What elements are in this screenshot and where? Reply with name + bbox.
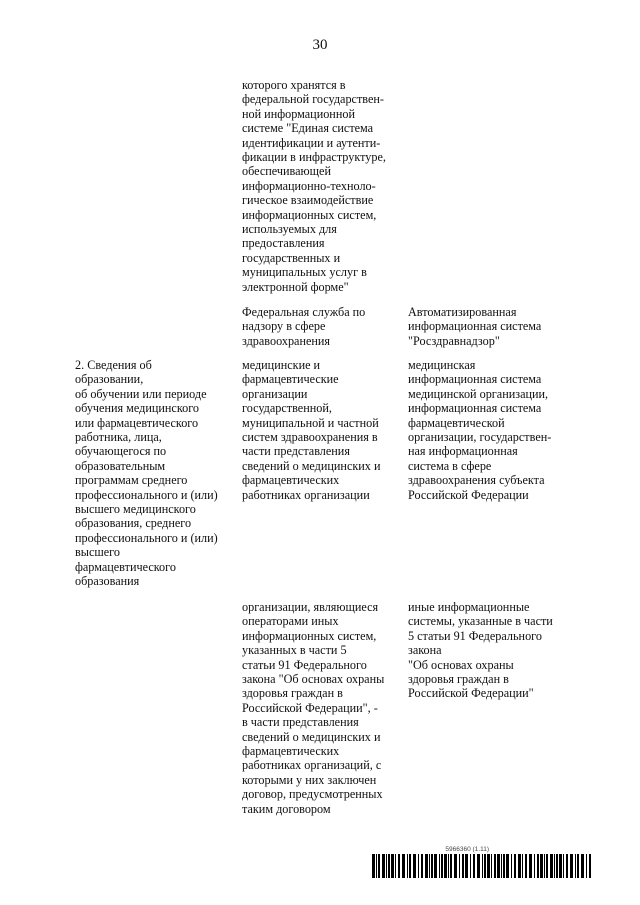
- cell-row1-col2: Федеральная служба по надзору в сфере здравоохранения: [242, 305, 366, 348]
- cell-row2-col1: 2. Сведения об образовании, об обучении или периоде обучения медицинского или фармацевтического работника, лица, обучающегося по образовательным программам среднего профессионального и (или) высшего медицинского образования, среднего профессионального и (или) высшего фармацевтического образования: [75, 358, 218, 589]
- barcode-code: 5966360 (1.11): [445, 846, 489, 853]
- cell-row2-col3: медицинская информационная система медицинской организации, информационная система фармацевтической организации, государствен- ная информационная система в сфере здравоохранения субъекта Российской Федерации: [408, 358, 552, 502]
- cell-row1-col3: Автоматизированная информационная система "Росздравнадзор": [408, 305, 542, 348]
- page-number: 30: [312, 37, 328, 53]
- cell-row2-col2: медицинские и фармацевтические организации государственной, муниципальной и частной систем здравоохранения в части представления сведений о медицинских и фармацевтических работниках организации: [242, 358, 381, 502]
- cell-row0-col2: которого хранятся в федеральной государствен- ной информационной системе "Единая система идентификации и аутенти- фикации в инфраструктуре, обеспечивающей информационно-техноло- гическое взаимодействие информационных систем, используемых для предоставления государственных и муниципальных услуг в электронной форме": [242, 78, 386, 294]
- barcode-image: [372, 854, 597, 878]
- cell-row3-col3: иные информационные системы, указанные в части 5 статьи 91 Федерального закона "Об основах охраны здоровья граждан в Российской Федерации": [408, 600, 553, 701]
- cell-row3-col2: организации, являющиеся операторами иных информационных систем, указанных в части 5 статьи 91 Федерального закона "Об основах охраны здоровья граждан в Российской Федерации", - в части представления сведений о медицинских и фармацевтических работниках организаций, с которыми у них заключен договор, предусмотренных таким договором: [242, 600, 385, 816]
- barcode-area: [372, 846, 597, 878]
